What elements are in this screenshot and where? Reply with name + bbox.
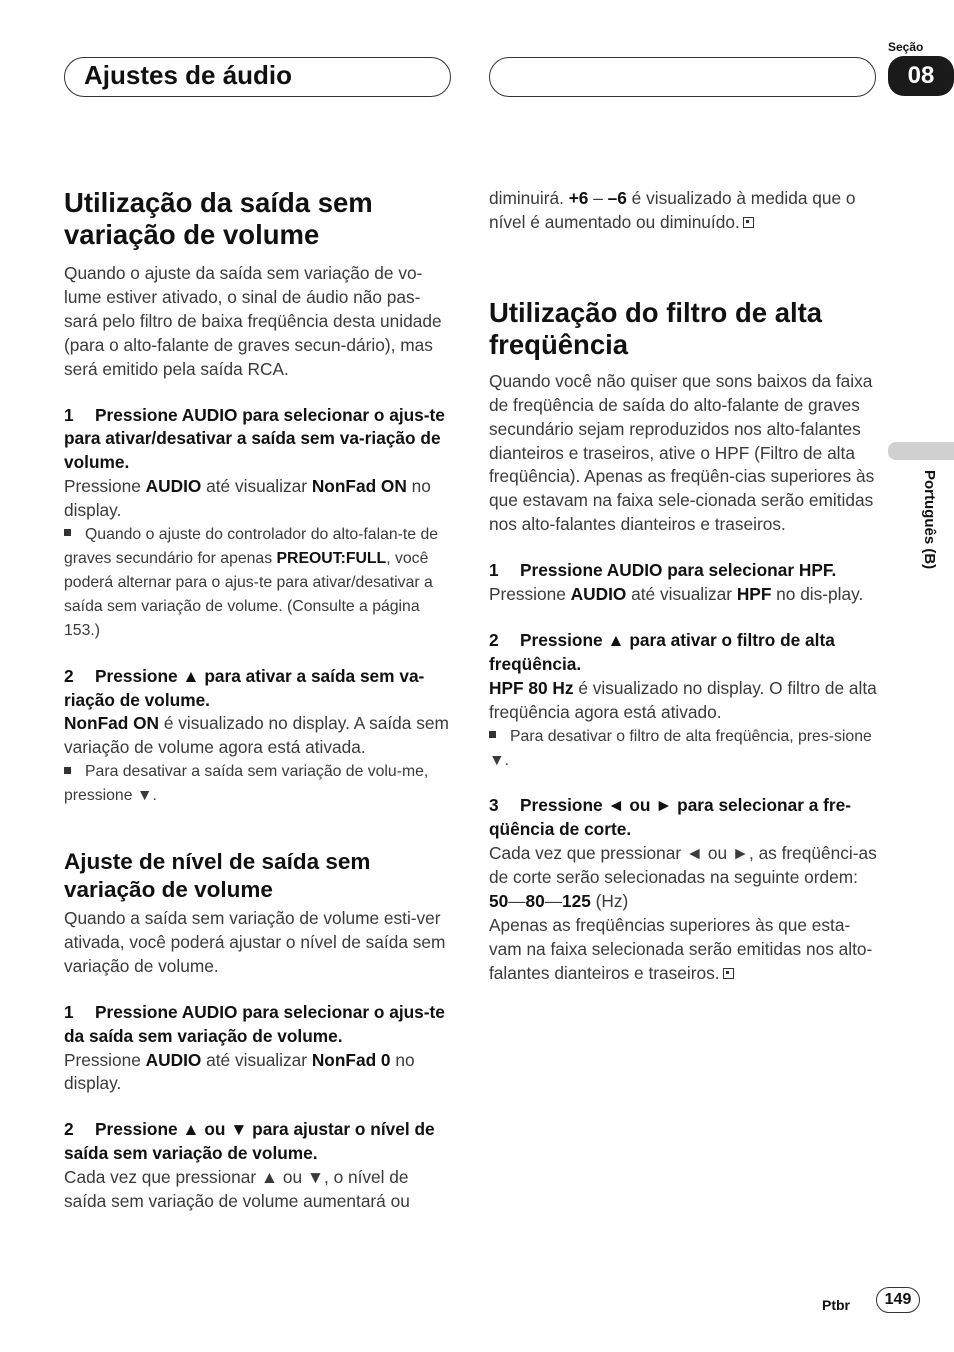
step-number: 1 bbox=[489, 560, 499, 581]
step-text: Pressione ▲ ou ▼ para ajustar o nível de saída sem variação de volume. bbox=[64, 1119, 435, 1164]
text: Quando o ajuste do controlador do alto-falan-te de graves secundário for apenas bbox=[64, 526, 439, 567]
display-value: PREOUT:FULL bbox=[276, 549, 387, 567]
heading-level-adjust: Ajuste de nível de saída sem variação de volume bbox=[64, 849, 371, 903]
audio-button-ref: AUDIO bbox=[145, 1049, 202, 1070]
text: Para desativar o filtro de alta freqüência, pres-sione ▼. bbox=[489, 727, 872, 769]
step-text: Pressione ◄ ou ► para selecionar a fre-qüência de corte. bbox=[489, 795, 851, 840]
hpf-step-2-note bbox=[489, 725, 879, 773]
text: no display. bbox=[64, 1049, 415, 1094]
step-text: Pressione ▲ para ativar a saída sem va-riação de volume. bbox=[64, 665, 425, 710]
unit: (Hz) bbox=[590, 891, 629, 912]
section-label: Seção bbox=[888, 40, 924, 54]
language-code: Ptbr bbox=[822, 1297, 850, 1313]
text: Para desativar a saída sem variação de volu-me, pressione ▼. bbox=[64, 763, 429, 805]
end-of-section-icon bbox=[723, 968, 734, 979]
audio-button-ref: AUDIO bbox=[570, 584, 627, 605]
text: até visualizar bbox=[626, 584, 737, 605]
step-number: 2 bbox=[64, 665, 74, 686]
hpf-step-2-title bbox=[489, 629, 879, 677]
hpf-step-3-end bbox=[489, 914, 879, 986]
step-text: Pressione AUDIO para selecionar HPF. bbox=[520, 560, 837, 581]
bullet-square-icon bbox=[489, 731, 496, 738]
display-value: NonFad ON bbox=[311, 476, 407, 497]
text: diminuirá. bbox=[489, 188, 569, 208]
step-2-body bbox=[64, 712, 454, 760]
continued-paragraph bbox=[489, 187, 879, 235]
section-title: Ajustes de áudio bbox=[84, 60, 293, 90]
text: Pressione bbox=[489, 584, 571, 605]
step-number: 2 bbox=[489, 629, 499, 650]
audio-button-ref: AUDIO bbox=[145, 476, 202, 497]
intro2-paragraph: Quando a saída sem variação de volume esti-ver ativada, você poderá ajustar o nível de saída sem variação de volume. bbox=[64, 908, 446, 976]
text: Pressione bbox=[64, 1049, 146, 1070]
bullet-square-icon bbox=[64, 529, 71, 536]
display-value: –6 bbox=[607, 188, 627, 208]
end-of-section-icon bbox=[743, 217, 754, 228]
step-text: Pressione AUDIO para selecionar o ajus-te para ativar/desativar a saída sem va-riação de volume. bbox=[64, 404, 445, 473]
step-1-note bbox=[64, 523, 454, 643]
text: Pressione bbox=[64, 476, 146, 497]
step-text: Pressione ▲ para ativar o filtro de alta freqüência. bbox=[489, 629, 835, 674]
side-tab-language: Português (B) bbox=[921, 470, 938, 570]
text: até visualizar bbox=[201, 476, 312, 497]
text: é visualizado à medida que o nível é aumentado ou diminuído. bbox=[489, 188, 856, 232]
step-2-title bbox=[64, 665, 454, 713]
left-column bbox=[64, 187, 454, 1214]
text: Apenas as freqüências superiores às que esta-vam na faixa selecionada serão emitidas nos alto-falantes dianteiros e traseiros. bbox=[489, 914, 873, 983]
hpf-intro-paragraph: Quando você não quiser que sons baixos da faixa de freqüência de saída do alto-falante de graves secundário sejam reproduzidos nos alto-falantes dianteiros e traseiros, ative o HPF (Filtro de alta freqüência). Apenas as freqüên-cias superiores às que estavam na faixa sele-cionada serão emitidas nos alto-falantes dianteiros e traseiros. bbox=[489, 370, 875, 535]
display-value: NonFad 0 bbox=[311, 1049, 391, 1070]
separator: — bbox=[544, 891, 563, 912]
text: – bbox=[588, 188, 608, 208]
intro-paragraph: Quando o ajuste da saída sem variação de vo-lume estiver ativado, o sinal de áudio não pas-sará pelo filtro de baixa freqüência desta unidade (para o alto-falante de graves secun-dário), mas será emitido pela saída RCA. bbox=[64, 263, 442, 379]
language-side-tab bbox=[888, 442, 954, 602]
text: no display. bbox=[64, 476, 431, 521]
hpf-step-1-title bbox=[489, 559, 879, 583]
frequency-value: 80 bbox=[525, 891, 545, 912]
hpf-step-2-body bbox=[489, 677, 879, 725]
level-step-2-body: Cada vez que pressionar ▲ ou ▼, o nível de saída sem variação de volume aumentará ou bbox=[64, 1167, 410, 1212]
step-text: Pressione AUDIO para selecionar o ajus-te da saída sem variação de volume. bbox=[64, 1001, 445, 1046]
text: até visualizar bbox=[201, 1049, 312, 1070]
right-column bbox=[489, 187, 879, 986]
text: no dis-play. bbox=[771, 584, 864, 605]
text: , você poderá alternar para o ajus-te para ativar/desativar a saída sem variação de volume. (Consulte a página 153.) bbox=[64, 549, 433, 639]
frequency-value: 125 bbox=[562, 891, 591, 912]
header-blank-frame bbox=[489, 57, 876, 97]
step-1-body bbox=[64, 475, 454, 523]
hpf-step-1-body bbox=[489, 583, 879, 607]
level-step-1-title bbox=[64, 1001, 454, 1049]
display-value: NonFad ON bbox=[64, 713, 160, 734]
side-tab-bar bbox=[888, 442, 954, 460]
heading-high-pass-filter: Utilização do filtro de alta freqüência bbox=[489, 296, 823, 360]
text: é visualizado no display. O filtro de alta freqüência agora está ativado. bbox=[489, 677, 877, 722]
step-2-note bbox=[64, 760, 454, 808]
display-value: HPF bbox=[736, 584, 772, 605]
step-number: 1 bbox=[64, 404, 74, 425]
step-number: 2 bbox=[64, 1119, 74, 1140]
text: é visualizado no display. A saída sem variação de volume agora está ativada. bbox=[64, 713, 449, 758]
bullet-square-icon bbox=[64, 767, 71, 774]
hpf-step-3-body: Cada vez que pressionar ◄ ou ►, as freqüênci-as de corte serão selecionadas na seguinte ordem: bbox=[489, 843, 877, 888]
page-number: 149 bbox=[876, 1287, 920, 1313]
step-1-title bbox=[64, 404, 454, 476]
level-step-1-body bbox=[64, 1049, 454, 1097]
separator: — bbox=[508, 891, 526, 912]
frequency-value: 50 bbox=[489, 891, 509, 912]
frequency-sequence bbox=[489, 890, 879, 914]
display-value: +6 bbox=[568, 188, 589, 208]
hpf-step-3-title bbox=[489, 794, 879, 842]
step-number: 3 bbox=[489, 795, 499, 816]
step-number: 1 bbox=[64, 1001, 74, 1022]
display-value: HPF 80 Hz bbox=[489, 677, 574, 698]
level-step-2-title bbox=[64, 1118, 454, 1166]
heading-no-fading-output: Utilização da saída sem variação de volume bbox=[64, 187, 373, 250]
section-number-badge: 08 bbox=[888, 56, 954, 96]
